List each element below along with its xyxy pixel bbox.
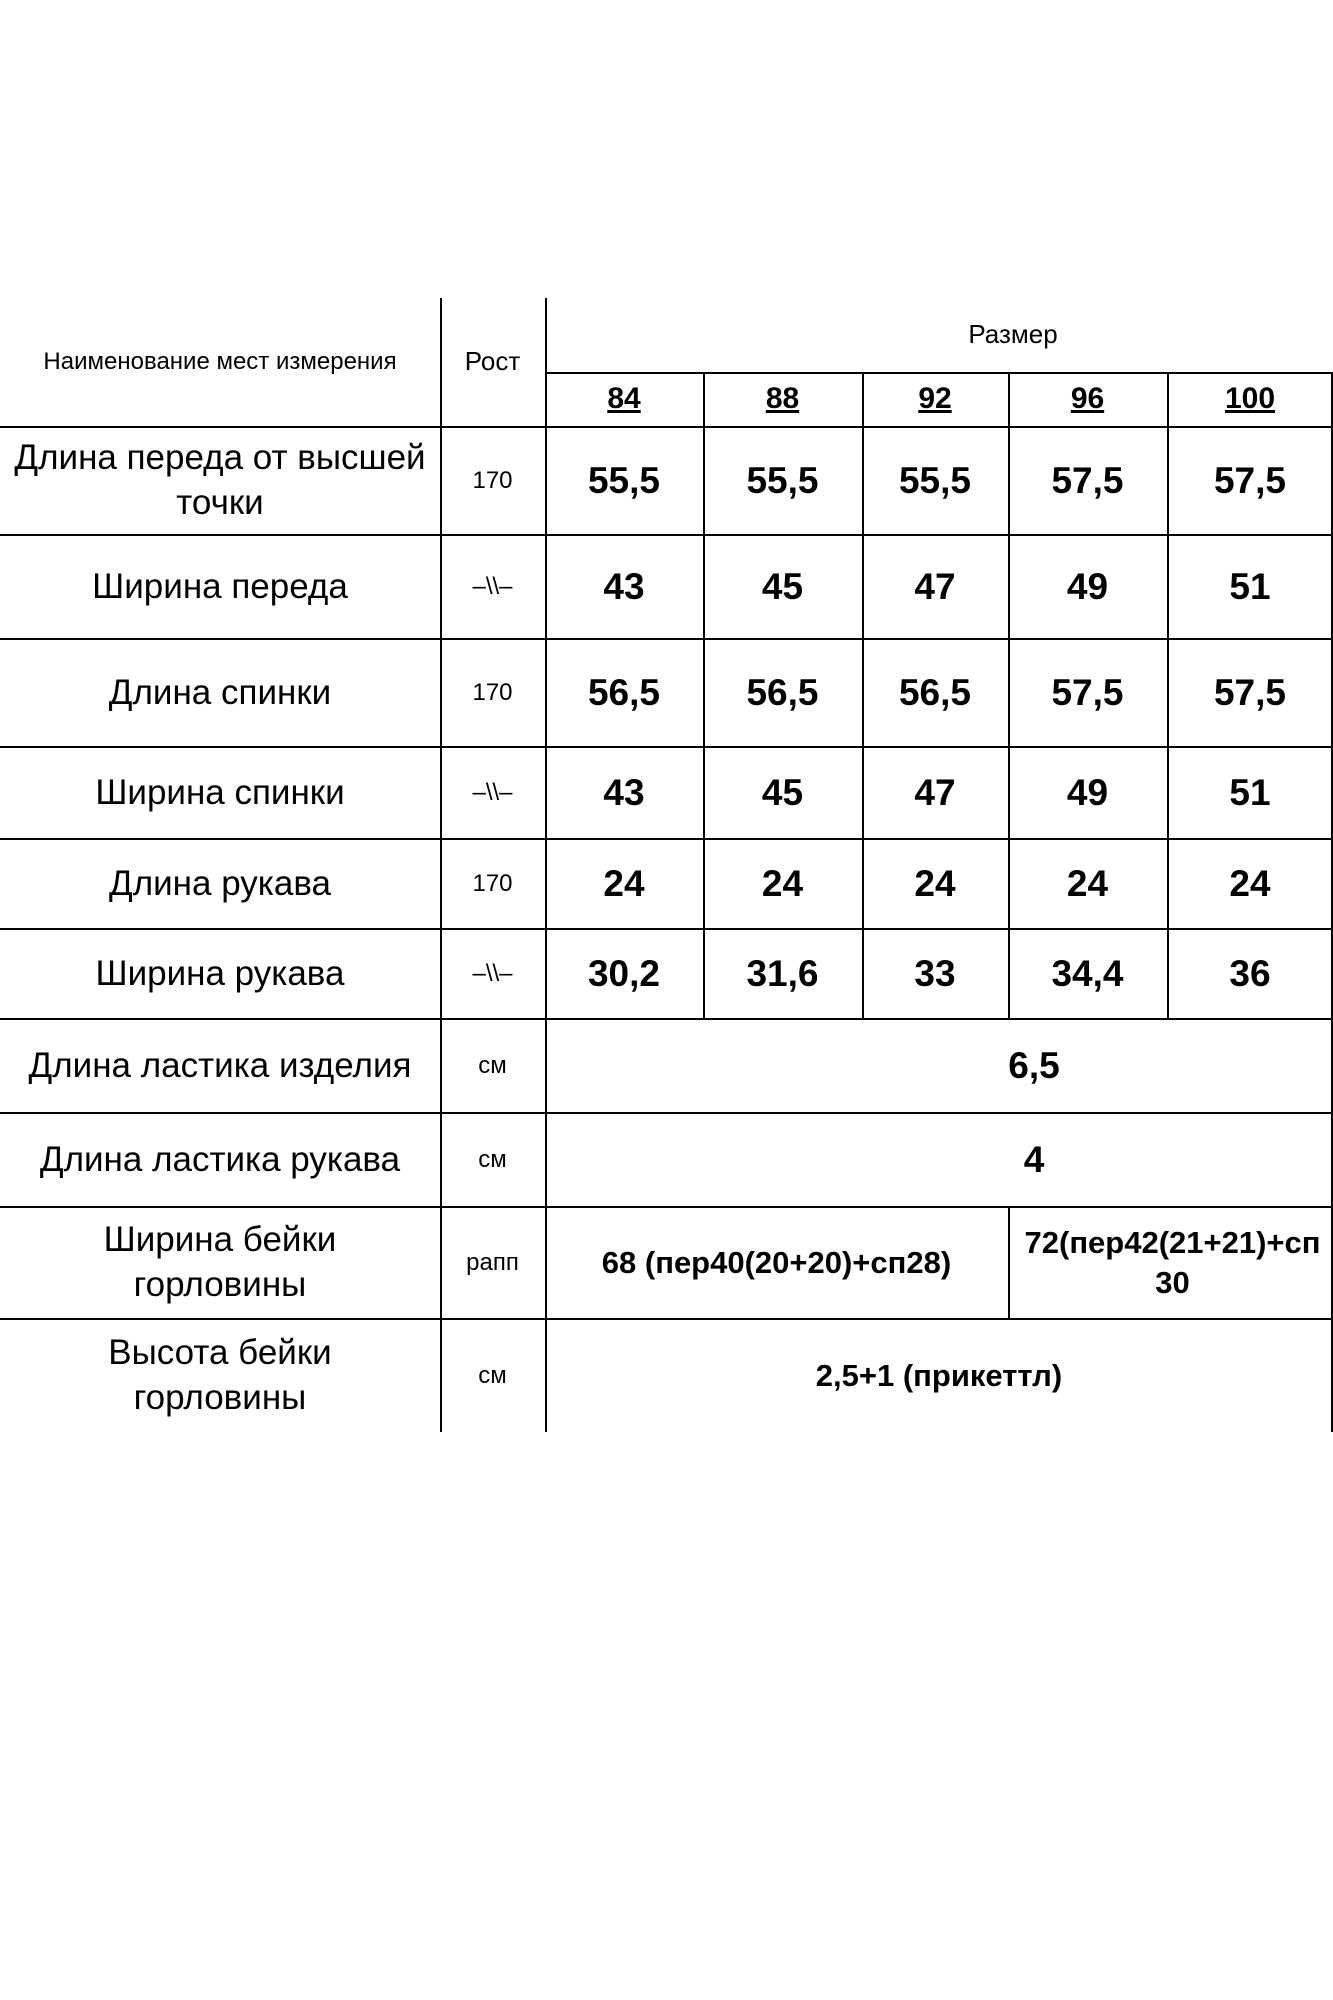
row-unit: рапп <box>466 1248 519 1276</box>
value-cell: 51 <box>1229 772 1271 814</box>
grid-line <box>545 372 1333 374</box>
row-unit: 170 <box>472 678 513 706</box>
row-name: Длина спинки <box>108 672 332 712</box>
value-cell: 30,2 <box>587 953 660 995</box>
value-cell-right: 72(пер42(21+21)+сп 30 <box>1024 1225 1321 1300</box>
row-name: Высота бейки горловины <box>108 1333 332 1417</box>
row-unit: 170 <box>472 466 513 494</box>
grid-line <box>1008 1206 1010 1320</box>
row-unit: 170 <box>472 869 513 897</box>
row-name: Ширина переда <box>92 566 348 606</box>
merged-value-cell: 2,5+1 (прикеттл) <box>815 1358 1063 1394</box>
value-cell: 24 <box>1229 863 1271 905</box>
merged-value-cell: 6,5 <box>1008 1045 1060 1087</box>
row-unit: –\\– <box>472 959 513 987</box>
header-size-group: Размер <box>968 319 1058 350</box>
value-cell: 36 <box>1229 953 1271 995</box>
grid-line <box>0 426 1333 428</box>
grid-line <box>0 928 1333 930</box>
size-label: 92 <box>918 381 952 415</box>
value-cell: 55,5 <box>746 460 819 502</box>
row-name: Длина ластика рукава <box>39 1139 401 1179</box>
row-unit: см <box>478 1361 507 1389</box>
row-unit: –\\– <box>472 778 513 806</box>
value-cell: 47 <box>914 772 956 814</box>
value-cell: 56,5 <box>587 672 660 714</box>
value-cell: 24 <box>914 863 956 905</box>
value-cell: 55,5 <box>587 460 660 502</box>
grid-line <box>0 1112 1333 1114</box>
value-cell: 24 <box>1066 863 1109 905</box>
row-unit: см <box>478 1145 507 1173</box>
row-name: Длина ластика изделия <box>28 1045 412 1085</box>
value-cell: 57,5 <box>1213 672 1286 714</box>
size-label: 88 <box>765 381 800 415</box>
header-height-column: Рост <box>464 346 521 377</box>
size-label: 96 <box>1070 381 1105 415</box>
value-cell: 24 <box>603 863 645 905</box>
grid-line <box>545 298 547 1432</box>
value-cell: 47 <box>914 566 956 608</box>
grid-line <box>1167 372 1169 1020</box>
value-cell: 51 <box>1229 566 1271 608</box>
value-cell: 55,5 <box>898 460 971 502</box>
row-unit: –\\– <box>472 572 513 600</box>
value-cell: 57,5 <box>1051 460 1124 502</box>
row-name: Длина рукава <box>109 863 331 903</box>
row-unit: см <box>478 1051 507 1079</box>
value-cell: 45 <box>761 772 804 814</box>
row-name: Ширина бейки горловины <box>103 1220 337 1304</box>
value-cell: 56,5 <box>898 672 971 714</box>
value-cell: 33 <box>914 953 956 995</box>
value-cell: 49 <box>1066 772 1109 814</box>
grid-line <box>1008 372 1010 1020</box>
grid-line <box>0 1318 1333 1320</box>
grid-line <box>0 1018 1333 1020</box>
grid-line <box>0 746 1333 748</box>
value-cell: 57,5 <box>1213 460 1286 502</box>
row-name: Ширина спинки <box>95 772 345 812</box>
value-cell: 43 <box>603 566 645 608</box>
size-label: 100 <box>1224 381 1276 415</box>
row-name: Длина переда от высшей точки <box>14 438 426 522</box>
value-cell-left: 68 (пер40(20+20)+сп28) <box>601 1245 952 1281</box>
grid-line <box>0 534 1333 536</box>
row-name: Ширина рукава <box>95 953 345 993</box>
grid-line <box>862 372 864 1020</box>
value-cell: 57,5 <box>1051 672 1124 714</box>
value-cell: 43 <box>603 772 645 814</box>
value-cell: 45 <box>761 566 804 608</box>
value-cell: 24 <box>761 863 804 905</box>
grid-line <box>0 838 1333 840</box>
value-cell: 34,4 <box>1051 953 1124 995</box>
value-cell: 56,5 <box>746 672 819 714</box>
grid-line <box>703 372 705 1020</box>
grid-line <box>0 638 1333 640</box>
value-cell: 49 <box>1066 566 1109 608</box>
value-cell: 31,6 <box>746 953 819 995</box>
header-name-column: Наименование мест измерения <box>43 347 397 375</box>
grid-line <box>440 298 442 1432</box>
grid-line <box>0 1206 1333 1208</box>
merged-value-cell: 4 <box>1023 1139 1045 1181</box>
size-label: 84 <box>607 381 641 415</box>
